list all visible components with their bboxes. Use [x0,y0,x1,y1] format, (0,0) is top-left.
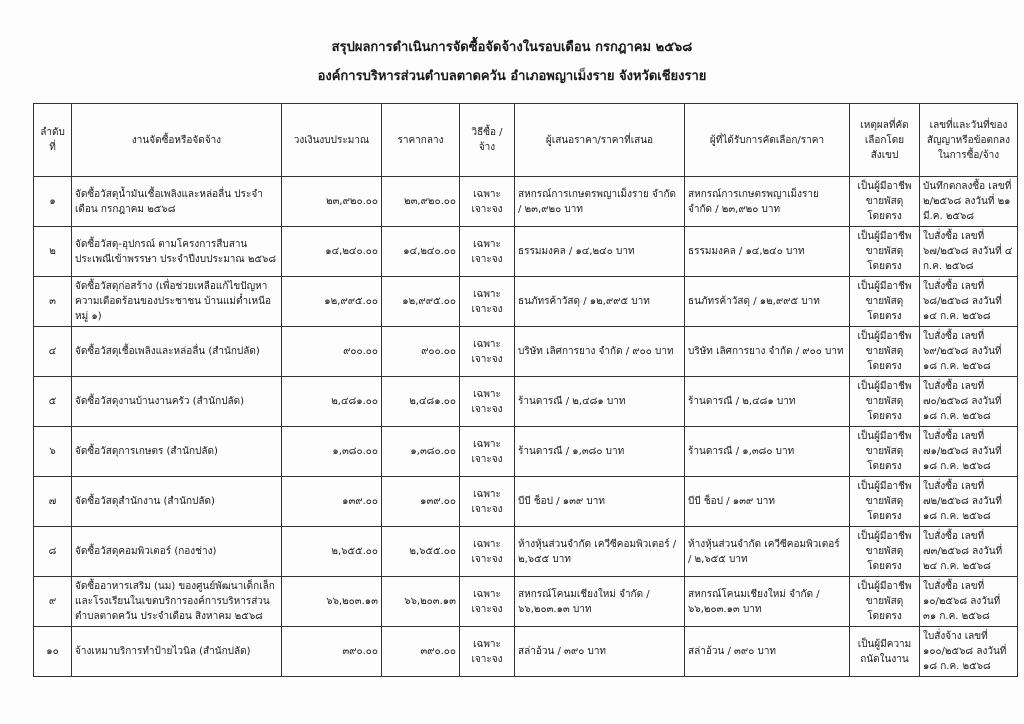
row-median-price: ๒,๔๘๑.๐๐ [382,377,460,427]
header-selected: ผู้ที่ได้รับการคัดเลือก/ราคา [685,104,850,177]
row-contract: ใบสั่งซื้อ เลขที่ ๗๐/๒๕๖๘ ลงวันที่ ๑๘ ก.ค. ๒๕๖๘ [920,377,1018,427]
row-budget: ๒,๔๘๑.๐๐ [282,377,382,427]
row-median-price: ๒๓,๙๒๐.๐๐ [382,177,460,227]
row-contract: ใบสั่งซื้อ เลขที่ ๗๑/๒๕๖๘ ลงวันที่ ๑๘ ก.ค. ๒๕๖๘ [920,427,1018,477]
row-item: จัดซื้อวัสดุการเกษตร (สำนักปลัด) [72,427,282,477]
row-method: เฉพาะเจาะจง [460,227,515,277]
table-row [34,477,1018,527]
row-item: จ้างเหมาบริการทำป้ายไวนิล (สำนักปลัด) [72,627,282,677]
table-row [34,427,1018,477]
header-reason: เหตุผลที่คัดเลือกโดยสังเขป [850,104,920,177]
row-number: ๕ [34,377,72,427]
row-selected: สหกรณ์การเกษตรพญาเม็งราย จำกัด / ๒๓,๙๒๐ บาท [685,177,850,227]
row-selected: สหกรณ์โคนมเชียงใหม่ จำกัด / ๖๖,๒๐๓.๑๓ บาท [685,577,850,627]
row-bidders: ร้านดารณี / ๒,๔๘๑ บาท [515,377,685,427]
row-budget: ๑๒,๙๙๕.๐๐ [282,277,382,327]
row-budget: ๒๓,๙๒๐.๐๐ [282,177,382,227]
table-row [34,177,1018,227]
row-selected: สล่าอ้วน / ๓๙๐ บาท [685,627,850,677]
row-item: จัดซื้อวัสดุน้ำมันเชื้อเพลิงและหล่อลื่น ประจำเดือน กรกฎาคม ๒๕๖๘ [72,177,282,227]
row-method: เฉพาะเจาะจง [460,427,515,477]
row-median-price: ๑๓๙.๐๐ [382,477,460,527]
row-item: จัดซื้อวัสดุงานบ้านงานครัว (สำนักปลัด) [72,377,282,427]
procurement-table [33,103,1018,677]
row-contract: บันทึกตกลงซื้อ เลขที่ ๒/๒๕๖๘ ลงวันที่ ๒๑ มี.ค. ๒๕๖๘ [920,177,1018,227]
header-budget: วงเงินงบประมาณ [282,104,382,177]
row-bidders: บริษัท เลิศการยาง จำกัด / ๙๐๐ บาท [515,327,685,377]
row-contract: ใบสั่งซื้อ เลขที่ ๑๐/๒๕๖๘ ลงวันที่ ๓๑ ก.ค. ๒๕๖๘ [920,577,1018,627]
row-bidders: สหกรณ์การเกษตรพญาเม็งราย จำกัด / ๒๓,๙๒๐ บาท [515,177,685,227]
row-bidders: ธนภัทรค้าวัสดุ / ๑๒,๙๙๕ บาท [515,277,685,327]
row-reason: เป็นผู้มีอาชีพขายพัสดุโดยตรง [850,427,920,477]
row-item: จัดซื้อวัสดุคอมพิวเตอร์ (กองช่าง) [72,527,282,577]
row-method: เฉพาะเจาะจง [460,377,515,427]
row-contract: ใบสั่งซื้อ เลขที่ ๗๒/๒๕๖๘ ลงวันที่ ๑๘ ก.ค. ๒๕๖๘ [920,477,1018,527]
header-median-price: ราคากลาง [382,104,460,177]
row-bidders: ร้านดารณี / ๑,๓๘๐ บาท [515,427,685,477]
row-item: จัดซื้อวัสดุสำนักงาน (สำนักปลัด) [72,477,282,527]
row-selected: ธรรมมงคล / ๑๔,๒๔๐ บาท [685,227,850,277]
row-budget: ๑๓๙.๐๐ [282,477,382,527]
row-reason: เป็นผู้มีอาชีพขายพัสดุโดยตรง [850,227,920,277]
row-contract: ใบสั่งซื้อ เลขที่ ๖๘/๒๕๖๘ ลงวันที่ ๑๔ ก.ค. ๒๕๖๘ [920,277,1018,327]
table-row [34,627,1018,677]
table-row [34,377,1018,427]
row-contract: ใบสั่งซื้อ เลขที่ ๖๗/๒๕๖๘ ลงวันที่ ๔ ก.ค. ๒๕๖๘ [920,227,1018,277]
row-number: ๓ [34,277,72,327]
row-number: ๒ [34,227,72,277]
row-budget: ๒,๖๕๕.๐๐ [282,527,382,577]
row-method: เฉพาะเจาะจง [460,327,515,377]
row-bidders: ห้างหุ้นส่วนจำกัด เควีซีคอมพิวเตอร์ / ๒,๖๕๕ บาท [515,527,685,577]
table-header-row [34,104,1018,177]
row-selected: บริษัท เลิศการยาง จำกัด / ๙๐๐ บาท [685,327,850,377]
row-reason: เป็นผู้มีอาชีพขายพัสดุโดยตรง [850,277,920,327]
row-reason: เป็นผู้มีความถนัดในงาน [850,627,920,677]
header-no: ลำดับที่ [34,104,72,177]
row-budget: ๙๐๐.๐๐ [282,327,382,377]
row-number: ๙ [34,577,72,627]
row-reason: เป็นผู้มีอาชีพขายพัสดุโดยตรง [850,327,920,377]
row-method: เฉพาะเจาะจง [460,577,515,627]
row-bidders: บีบี ช็อป / ๑๓๙ บาท [515,477,685,527]
row-reason: เป็นผู้มีอาชีพขายพัสดุโดยตรง [850,477,920,527]
row-number: ๑๐ [34,627,72,677]
row-bidders: สหกรณ์โคนมเชียงใหม่ จำกัด / ๖๖,๒๐๓.๑๓ บาท [515,577,685,627]
row-reason: เป็นผู้มีอาชีพขายพัสดุโดยตรง [850,527,920,577]
table-row [34,277,1018,327]
row-median-price: ๑,๓๘๐.๐๐ [382,427,460,477]
row-method: เฉพาะเจาะจง [460,627,515,677]
row-item: จัดซื้อวัสดุเชื้อเพลิงและหล่อลื่น (สำนักปลัด) [72,327,282,377]
row-budget: ๑,๓๘๐.๐๐ [282,427,382,477]
row-number: ๗ [34,477,72,527]
row-method: เฉพาะเจาะจง [460,277,515,327]
row-item: จัดซื้ออาหารเสริม (นม) ของศูนย์พัฒนาเด็กเล็กและโรงเรียนในเขตบริการองค์การบริหารส่วนตำบลตาดควัน ประจำเดือน สิงหาคม ๒๕๖๘ [72,577,282,627]
row-item: จัดซื้อวัสดุก่อสร้าง (เพื่อช่วยเหลือแก้ไขปัญหาความเดือดร้อนของประชาชน บ้านแม่ต๋ำเหนือ หมู่ ๑) [72,277,282,327]
header-method: วิธีซื้อ / จ้าง [460,104,515,177]
row-method: เฉพาะเจาะจง [460,177,515,227]
row-budget: ๓๙๐.๐๐ [282,627,382,677]
table-row [34,577,1018,627]
row-contract: ใบสั่งซื้อ เลขที่ ๖๙/๒๕๖๘ ลงวันที่ ๑๘ ก.ค. ๒๕๖๘ [920,327,1018,377]
row-median-price: ๑๔,๒๔๐.๐๐ [382,227,460,277]
header-bidders: ผู้เสนอราคา/ราคาที่เสนอ [515,104,685,177]
row-budget: ๑๔,๒๔๐.๐๐ [282,227,382,277]
header-contract: เลขที่และวันที่ของสัญญาหรือข้อตกลงในการซื้อ/จ้าง [920,104,1018,177]
row-selected: ห้างหุ้นส่วนจำกัด เควีซีคอมพิวเตอร์ / ๒,๖๕๕ บาท [685,527,850,577]
row-number: ๖ [34,427,72,477]
row-bidders: สล่าอ้วน / ๓๙๐ บาท [515,627,685,677]
row-item: จัดซื้อวัสดุ-อุปกรณ์ ตามโครงการสืบสานประเพณีเข้าพรรษา ประจำปีงบประมาณ ๒๕๖๘ [72,227,282,277]
document-title: สรุปผลการดำเนินการจัดซื้อจัดจ้างในรอบเดือน กรกฎาคม ๒๕๖๘ [331,40,693,55]
row-selected: บีบี ช็อป / ๑๓๙ บาท [685,477,850,527]
row-reason: เป็นผู้มีอาชีพขายพัสดุโดยตรง [850,377,920,427]
row-number: ๑ [34,177,72,227]
table-row [34,227,1018,277]
document-subtitle: องค์การบริหารส่วนตำบลตาดควัน อำเภอพญาเม็งราย จังหวัดเชียงราย [317,69,707,84]
row-median-price: ๑๒,๙๙๕.๐๐ [382,277,460,327]
row-median-price: ๖๖,๒๐๓.๑๓ [382,577,460,627]
row-contract: ใบสั่งจ้าง เลขที่ ๑๐๐/๒๕๖๘ ลงวันที่ ๑๘ ก.ค. ๒๕๖๘ [920,627,1018,677]
row-method: เฉพาะเจาะจง [460,527,515,577]
table-row [34,527,1018,577]
row-median-price: ๒,๖๕๕.๐๐ [382,527,460,577]
header-item: งานจัดซื้อหรือจัดจ้าง [72,104,282,177]
row-method: เฉพาะเจาะจง [460,477,515,527]
row-selected: ร้านดารณี / ๑,๓๘๐ บาท [685,427,850,477]
row-bidders: ธรรมมงคล / ๑๔,๒๔๐ บาท [515,227,685,277]
row-median-price: ๙๐๐.๐๐ [382,327,460,377]
row-reason: เป็นผู้มีอาชีพขายพัสดุโดยตรง [850,177,920,227]
row-budget: ๖๖,๒๐๓.๑๓ [282,577,382,627]
row-median-price: ๓๙๐.๐๐ [382,627,460,677]
row-contract: ใบสั่งซื้อ เลขที่ ๗๓/๒๕๖๘ ลงวันที่ ๒๔ ก.ค. ๒๕๖๘ [920,527,1018,577]
row-selected: ธนภัทรค้าวัสดุ / ๑๒,๙๙๕ บาท [685,277,850,327]
row-number: ๔ [34,327,72,377]
row-number: ๘ [34,527,72,577]
table-row [34,327,1018,377]
row-reason: เป็นผู้มีอาชีพขายพัสดุโดยตรง [850,577,920,627]
row-selected: ร้านดารณี / ๒,๔๘๑ บาท [685,377,850,427]
